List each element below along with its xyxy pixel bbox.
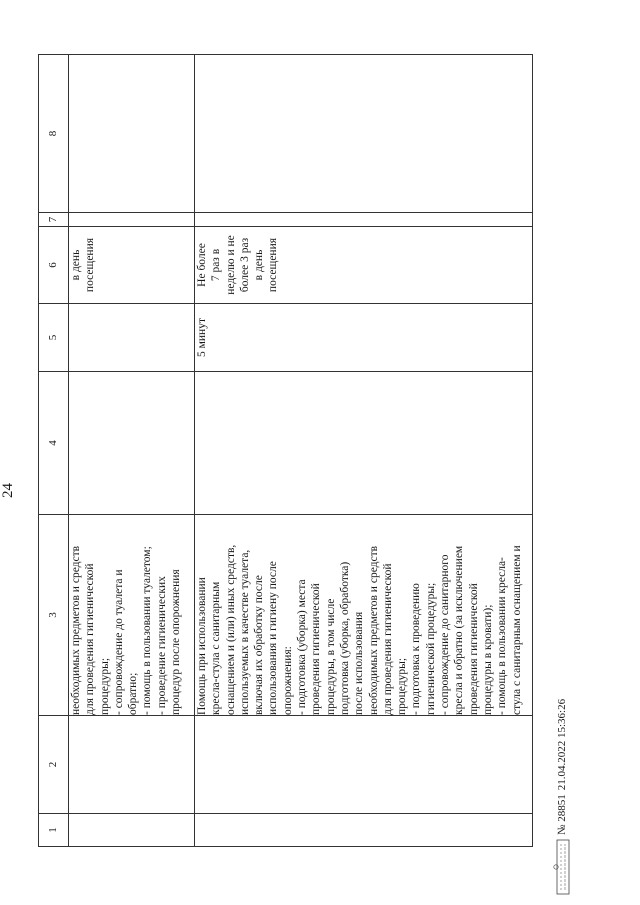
text-line: включая их обработку после — [253, 575, 266, 715]
table-cell — [195, 372, 533, 515]
table-cell — [69, 304, 195, 372]
text-line: в день — [70, 249, 82, 281]
text-line: обратно; — [127, 672, 140, 715]
text-line: проведения гигиенической — [467, 583, 480, 715]
header-cell: 1 — [39, 814, 69, 847]
text-line: посещения — [267, 237, 280, 293]
text-line: Не более — [196, 243, 208, 287]
text-line: неделю и не — [224, 235, 237, 295]
table-cell — [69, 814, 195, 847]
duration-cell — [195, 304, 533, 372]
table-cell — [69, 716, 195, 814]
table-cell — [195, 814, 533, 847]
table-cell — [69, 55, 195, 213]
table-row — [69, 55, 195, 847]
document-number: № 28851 — [556, 794, 568, 835]
document-footer — [553, 699, 571, 895]
header-cell: 7 — [39, 213, 69, 227]
text-line: процедуры; — [98, 657, 111, 715]
text-line: подготовка (уборка, обработка) — [338, 561, 351, 715]
table-header-row — [39, 55, 69, 847]
text-line: посещения — [84, 237, 97, 293]
text-line: кресла и обратно (за исключением — [453, 545, 466, 715]
text-line: более 3 раз — [238, 237, 251, 293]
header-cell: 4 — [39, 372, 69, 515]
text-line: процедуры; — [396, 657, 409, 715]
frequency-cell — [195, 227, 533, 304]
text-line: в день — [253, 249, 266, 281]
duration-text: 5 минут — [196, 318, 208, 357]
table-cell — [195, 213, 533, 227]
text-line: процедуры, в том числе — [324, 598, 337, 715]
text-line: - проведение гигиенических — [155, 576, 168, 715]
text-line: кресла-стула с санитарным — [210, 581, 223, 715]
text-line: - помощь в пользовании туалетом; — [141, 546, 154, 715]
frequency-cell — [69, 227, 195, 304]
table-cell — [195, 55, 533, 213]
header-cell: 5 — [39, 304, 69, 372]
header-cell: 6 — [39, 227, 69, 304]
service-description-cell — [69, 515, 195, 716]
text-line: необходимых предметов и средств — [367, 545, 380, 715]
text-line: - помощь в пользовании кресла- — [496, 557, 509, 715]
text-line: гигиенической процедуры; — [424, 582, 437, 715]
text-line: используемых в качестве туалета, — [238, 549, 251, 715]
text-line: оснащением и (или) иных средств, — [224, 544, 237, 715]
table-cell — [195, 716, 533, 814]
table-cell — [69, 372, 195, 515]
text-line: процедуры в кровати); — [481, 604, 494, 715]
text-line: - сопровождение до туалета и — [112, 569, 125, 715]
text-line: для проведения гигиенической — [381, 563, 394, 715]
text-line: Помощь при использовании — [196, 577, 208, 715]
text-line: для проведения гигиенической — [84, 563, 97, 715]
header-cell: 2 — [39, 716, 69, 814]
text-line: после использования — [353, 611, 366, 715]
text-line: - подготовка к проведению — [410, 583, 423, 715]
text-line: необходимых предметов и средств — [70, 545, 82, 715]
table-row — [195, 55, 533, 847]
header-cell: 8 — [39, 55, 69, 213]
page-number: 24 — [0, 483, 16, 498]
document-timestamp: 21.04.2022 15:36:26 — [556, 698, 568, 791]
text-line: - подготовка (уборка) места — [296, 579, 309, 715]
text-line: проведения гигиенической — [310, 583, 323, 715]
text-line: 7 раз в — [210, 248, 223, 282]
table-cell — [69, 213, 195, 227]
text-line: - сопровождение до санитарного — [439, 554, 452, 715]
text-line: стула с санитарным оснащением и — [510, 545, 523, 715]
text-line: процедур после опорожнения — [170, 569, 183, 715]
header-cell: 3 — [39, 515, 69, 716]
text-line: опорожнения: — [281, 646, 294, 715]
text-line: использования и гигиену после — [267, 561, 280, 715]
service-description-cell — [195, 515, 533, 716]
registration-stamp-icon — [553, 839, 571, 895]
services-table — [38, 54, 533, 847]
